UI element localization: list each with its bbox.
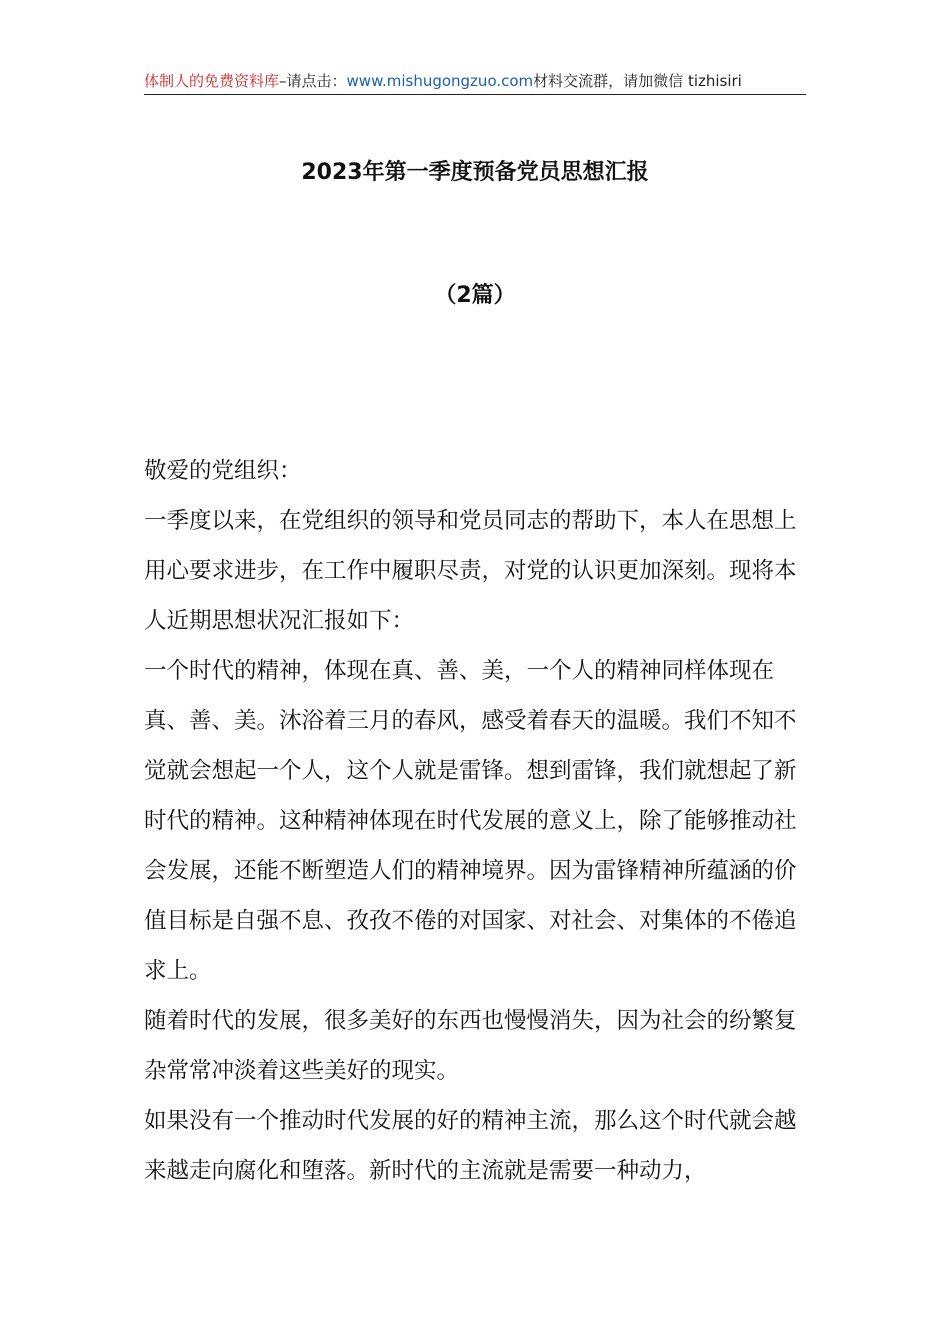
- header-note: 材料交流群，请加微信 tizhisiri: [533, 72, 742, 90]
- paragraph: 一季度以来，在党组织的领导和党员同志的帮助下，本人在思想上用心要求进步，在工作中履职尽责，对党的认识更加深刻。现将本人近期思想状况汇报如下：: [144, 508, 797, 634]
- document-title: 2023年第一季度预备党员思想汇报: [301, 160, 649, 185]
- paragraph: 如果没有一个推动时代发展的好的精神主流，那么这个时代就会越来越走向腐化和堕落。新时代的主流就是需要一种动力，: [144, 1108, 797, 1184]
- paragraph: 随着时代的发展，很多美好的东西也慢慢消失，因为社会的纷繁复杂常常冲淡着这些美好的现实。: [144, 1008, 797, 1084]
- header-link[interactable]: www.mishugongzuo.com: [346, 72, 534, 90]
- header-prompt: –请点击：: [279, 72, 347, 90]
- paragraph: 一个时代的精神，体现在真、善、美，一个人的精神同样体现在真、善、美。沐浴着三月的春风，感受着春天的温暖。我们不知不觉就会想起一个人，这个人就是雷锋。想到雷锋，我们就想起了新时代的精神。这种精神体现在时代发展的意义上，除了能够推动社会发展，还能不断塑造人们的精神境界。因为雷锋精神所蕴涵的价值目标是自强不息、孜孜不倦的对国家、对社会、对集体的不倦追求上。: [144, 658, 797, 984]
- greeting: 敬爱的党组织：: [144, 458, 302, 484]
- document-subtitle: （2篇）: [434, 283, 516, 308]
- document-body: [144, 446, 810, 1196]
- header-brand: 体制人的免费资料库: [144, 72, 280, 90]
- page-header: [144, 68, 806, 95]
